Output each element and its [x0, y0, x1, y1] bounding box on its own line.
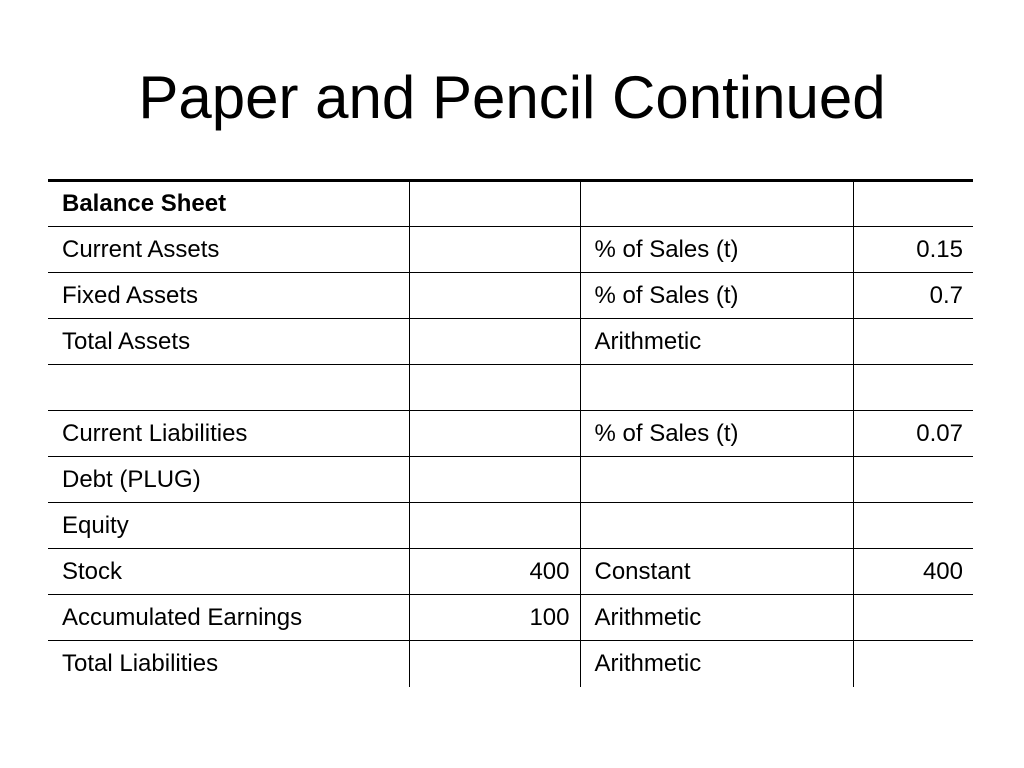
- row-value: [409, 411, 580, 457]
- row-label: Equity: [48, 503, 409, 549]
- row-method: [580, 503, 853, 549]
- row-parameter: 400: [853, 549, 973, 595]
- row-label: Total Assets: [48, 319, 409, 365]
- table-row: [48, 595, 973, 641]
- table-row: [48, 319, 973, 365]
- row-label: Debt (PLUG): [48, 457, 409, 503]
- row-value: 100: [409, 595, 580, 641]
- table-row: [48, 273, 973, 319]
- row-method: [580, 181, 853, 227]
- row-parameter: [853, 319, 973, 365]
- slide-title: Paper and Pencil Continued: [138, 64, 886, 131]
- row-parameter: [853, 365, 973, 411]
- row-value: [409, 365, 580, 411]
- row-method: [580, 365, 853, 411]
- row-method: Arithmetic: [580, 595, 853, 641]
- row-value: [409, 273, 580, 319]
- row-label: Stock: [48, 549, 409, 595]
- row-label: Current Liabilities: [48, 411, 409, 457]
- table-row-header: [48, 181, 973, 227]
- row-value: [409, 227, 580, 273]
- row-label: Total Liabilities: [62, 649, 219, 677]
- row-method: Arithmetic: [580, 641, 853, 687]
- row-value: [409, 503, 580, 549]
- row-parameter: [853, 181, 973, 227]
- table-row: [48, 457, 973, 503]
- row-parameter: 0.15: [853, 227, 973, 273]
- table-row: [48, 641, 973, 687]
- row-method: [580, 457, 853, 503]
- row-label: Fixed Assets: [48, 273, 409, 319]
- row-label: Accumulated Earnings: [48, 595, 409, 641]
- row-label: [48, 365, 409, 411]
- row-method: % of Sales (t): [580, 273, 853, 319]
- row-value: [409, 457, 580, 503]
- row-parameter: [853, 641, 973, 687]
- table-row: [48, 549, 973, 595]
- row-method: % of Sales (t): [580, 227, 853, 273]
- table-row: [48, 411, 973, 457]
- row-parameter: 0.7: [853, 273, 973, 319]
- table-row: [48, 503, 973, 549]
- row-method: Arithmetic: [580, 319, 853, 365]
- row-parameter: [853, 457, 973, 503]
- row-value: [409, 319, 580, 365]
- row-label: Balance Sheet: [48, 181, 409, 227]
- row-parameter: [853, 595, 973, 641]
- table-row: [48, 227, 973, 273]
- row-method: % of Sales (t): [580, 411, 853, 457]
- row-method: Constant: [580, 549, 853, 595]
- table-row-blank: [48, 365, 973, 411]
- row-value: 400: [409, 549, 580, 595]
- row-parameter: [853, 503, 973, 549]
- balance-sheet-table: [48, 179, 973, 687]
- row-label: Current Assets: [48, 227, 409, 273]
- row-value: [409, 181, 580, 227]
- row-value: [409, 641, 580, 687]
- row-parameter: 0.07: [853, 411, 973, 457]
